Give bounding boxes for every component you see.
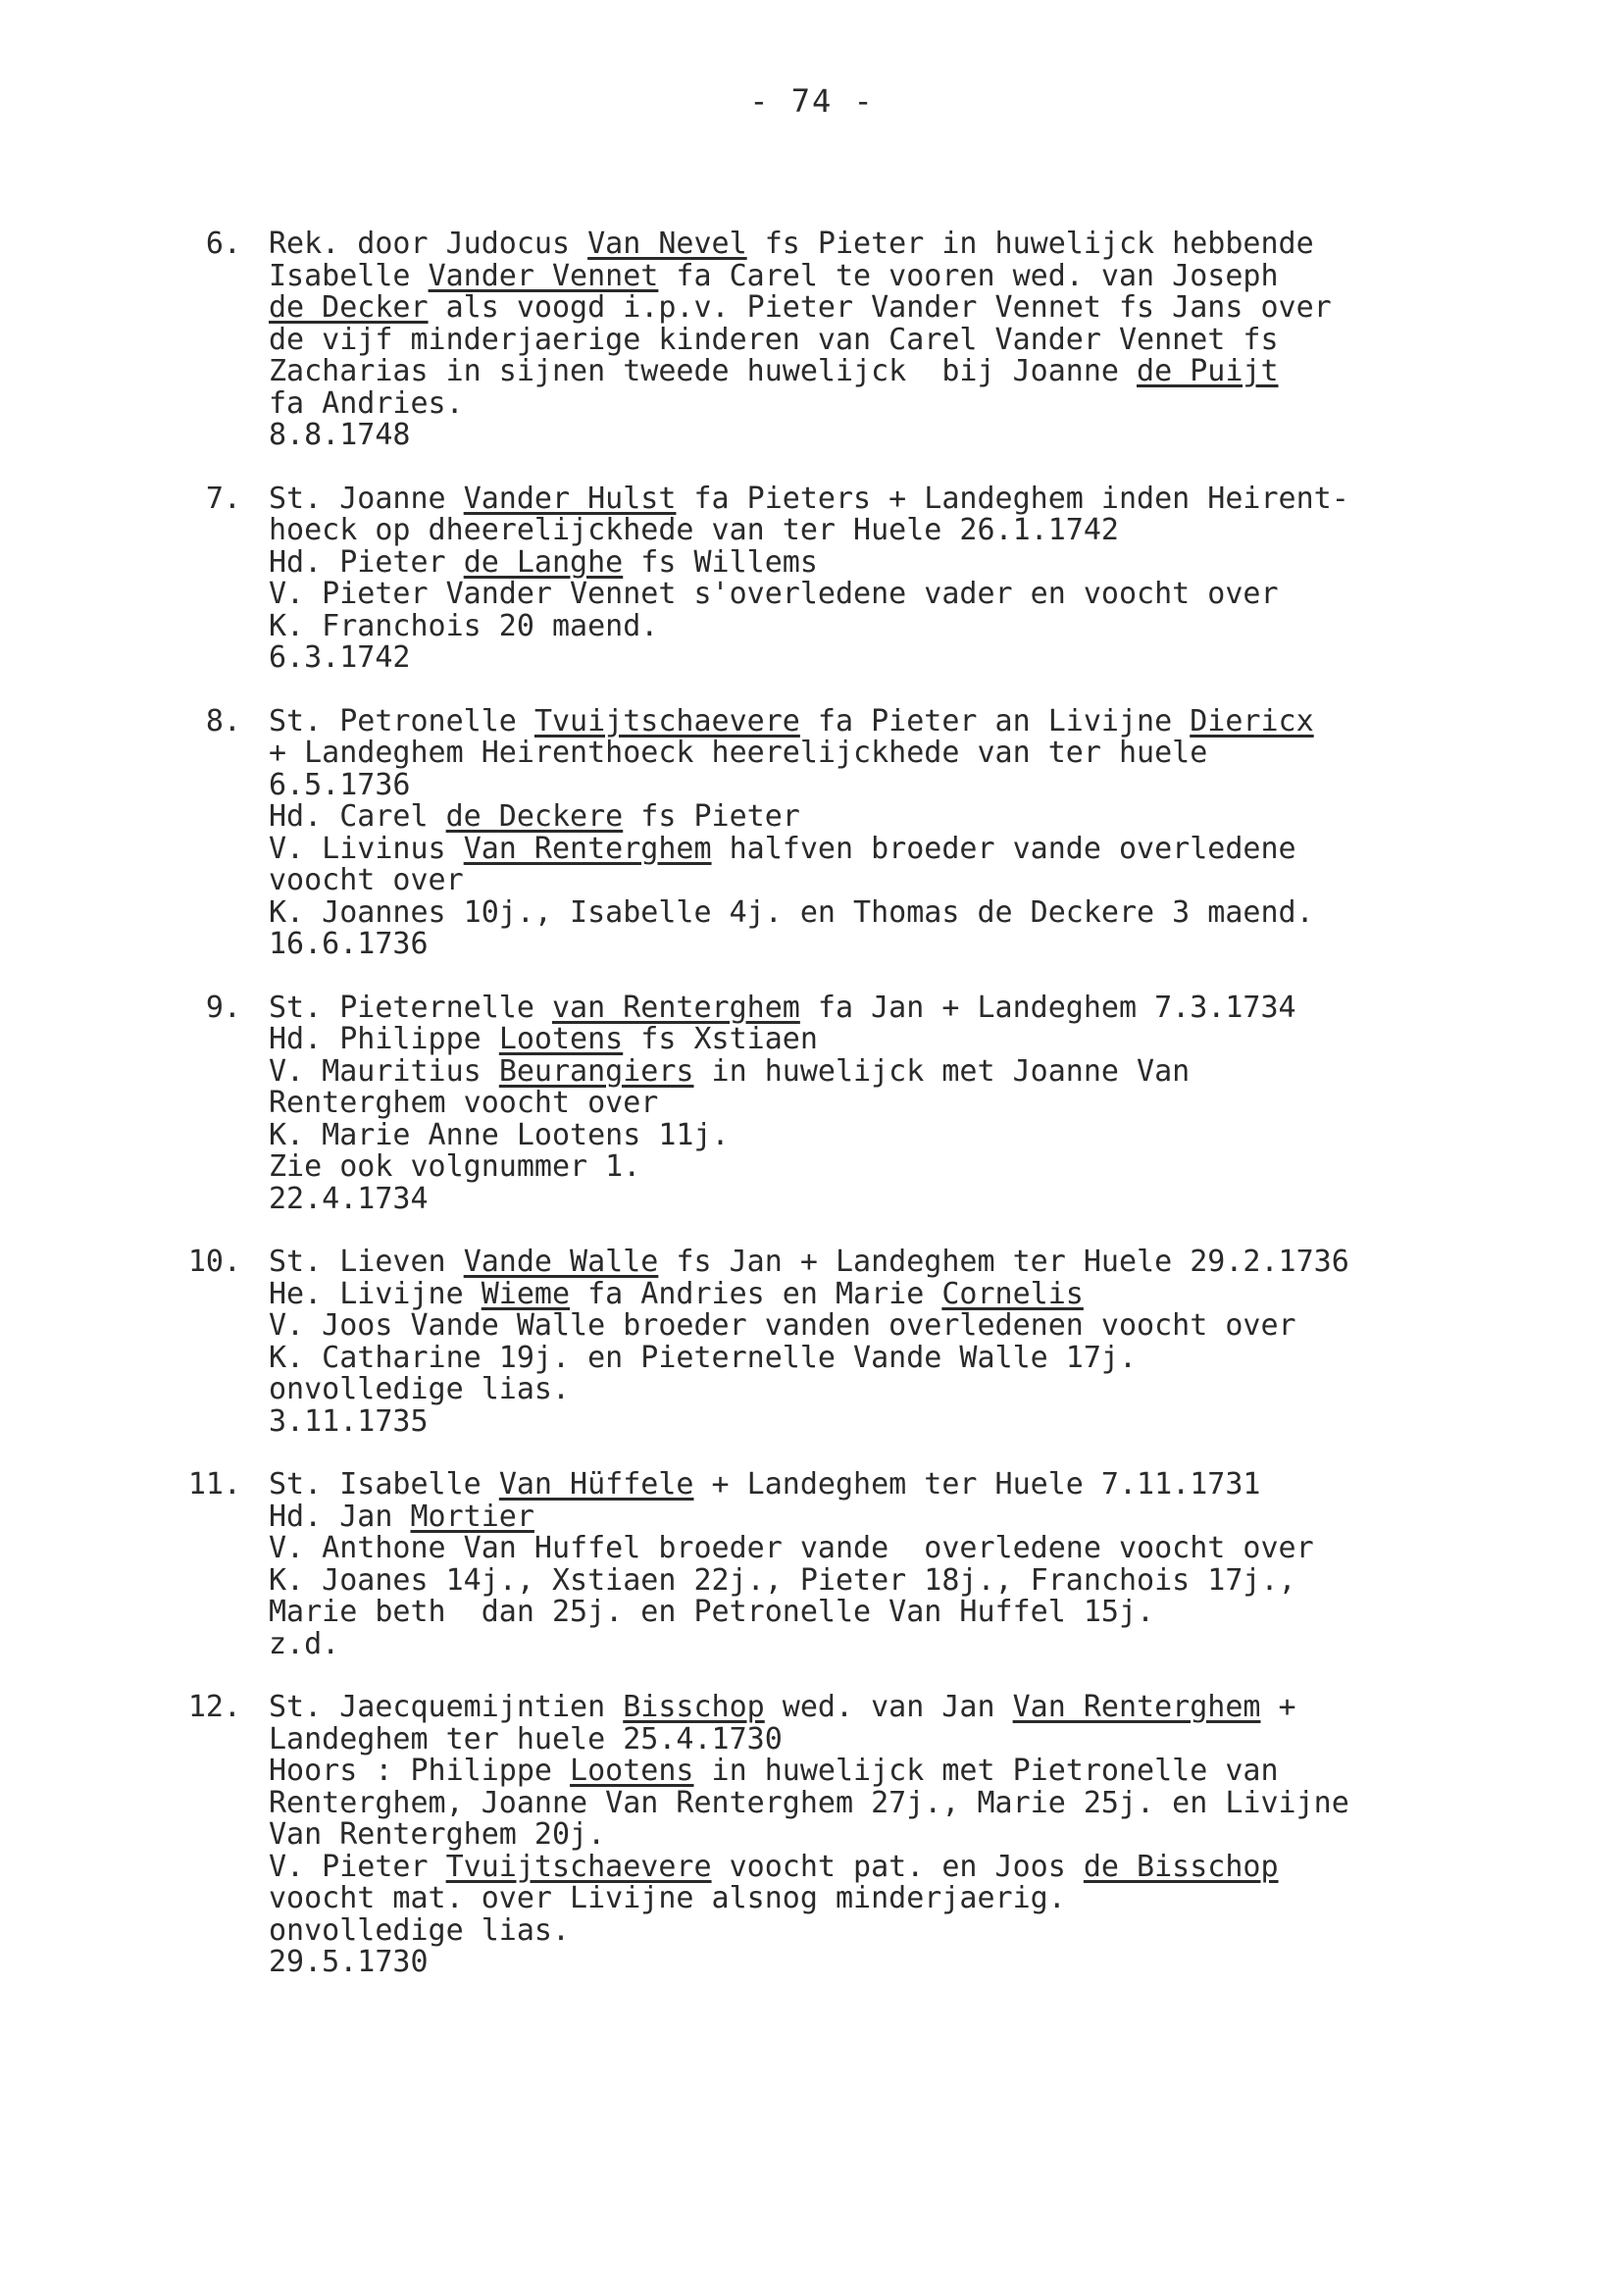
underlined-name: Beurangiers bbox=[498, 1053, 694, 1089]
entry-number: 6. bbox=[205, 227, 241, 261]
entry-line bbox=[269, 801, 1536, 834]
line-text: wed. van Jan bbox=[764, 1690, 1013, 1724]
line-text: in huwelijck met Joanne Van bbox=[693, 1053, 1191, 1089]
entry-line bbox=[269, 544, 1536, 580]
line-text: halfven broeder vande overledene bbox=[711, 831, 1296, 866]
entry-line bbox=[269, 1692, 1536, 1724]
entry-line bbox=[269, 703, 1536, 738]
line-text: Renterghem, Joanne Van Renterghem 27j., Marie 25j. en Livijne bbox=[269, 1785, 1349, 1820]
line-text: Hd. Philippe bbox=[269, 1022, 499, 1056]
line-text: Rek. door Judocus bbox=[269, 227, 588, 261]
entry-line bbox=[269, 1721, 1536, 1756]
entry-line bbox=[269, 1947, 1536, 1979]
line-text: Hd. Pieter bbox=[269, 544, 464, 580]
line-text: V. Mauritius bbox=[269, 1053, 499, 1089]
entry-line bbox=[269, 1626, 1536, 1661]
entry-line bbox=[269, 1340, 1536, 1375]
entry-line bbox=[269, 229, 1536, 261]
line-text: Zie ook volgnummer 1. bbox=[269, 1149, 641, 1184]
record-entry bbox=[182, 229, 1536, 452]
line-text: 22.4.1734 bbox=[269, 1181, 429, 1216]
page-number: - 74 - bbox=[749, 82, 875, 120]
underlined-name: Van Renterghem bbox=[1012, 1690, 1261, 1724]
record-list bbox=[182, 229, 1536, 2011]
underlined-name: Tvuijtschaevere bbox=[533, 703, 800, 738]
underlined-name: de Decker bbox=[269, 290, 429, 325]
entry-number: 8. bbox=[205, 703, 241, 738]
entry-line bbox=[269, 738, 1536, 770]
entry-line bbox=[269, 1310, 1536, 1343]
line-text: V. Livinus bbox=[269, 831, 464, 866]
entry-line bbox=[269, 1499, 1536, 1534]
entry-line bbox=[269, 1533, 1536, 1565]
entry-line bbox=[269, 831, 1536, 866]
line-text: fs Jan + Landeghem ter Huele 29.2.1736 bbox=[658, 1245, 1349, 1279]
line-text: 6.5.1736 bbox=[269, 767, 411, 802]
line-text: + bbox=[1260, 1690, 1296, 1724]
line-text: Renterghem voocht over bbox=[269, 1086, 659, 1120]
entry-line bbox=[269, 1912, 1536, 1948]
underlined-name: Lootens bbox=[498, 1022, 624, 1056]
line-text: K. Catharine 19j. en Pieternelle Vande Walle 17j. bbox=[269, 1340, 1138, 1375]
record-entry bbox=[182, 1469, 1536, 1660]
entry-line bbox=[269, 1117, 1536, 1152]
line-text: K. Marie Anne Lootens 11j. bbox=[269, 1117, 730, 1152]
entry-line bbox=[269, 1024, 1536, 1056]
entry-line bbox=[269, 1151, 1536, 1184]
line-text: V. Anthone Van Huffel broeder vande overledene voocht over bbox=[269, 1531, 1314, 1565]
record-entry bbox=[182, 1247, 1536, 1438]
entry-line bbox=[269, 1756, 1536, 1788]
line-text: fs Pieter bbox=[623, 799, 800, 834]
entry-line bbox=[269, 1053, 1536, 1089]
underlined-name: Van Renterghem bbox=[463, 831, 712, 866]
entry-line bbox=[269, 865, 1536, 897]
line-text: fa Pieter an Livijne bbox=[799, 703, 1191, 738]
entry-line bbox=[269, 579, 1536, 611]
entry-line bbox=[269, 1597, 1536, 1629]
entry-line bbox=[269, 1088, 1536, 1120]
line-text: de vijf minderjaerige kinderen van Carel Vander Vennet fs bbox=[269, 322, 1279, 357]
entry-line bbox=[269, 608, 1536, 643]
line-text: fa Jan + Landeghem 7.3.1734 bbox=[799, 990, 1296, 1025]
line-text: K. Franchois 20 maend. bbox=[269, 608, 659, 643]
entry-number: 11. bbox=[187, 1467, 241, 1502]
line-text: fs Willems bbox=[623, 544, 818, 580]
underlined-name: Bisschop bbox=[623, 1690, 765, 1724]
line-text: fa Andries en Marie bbox=[570, 1276, 942, 1311]
entry-line bbox=[269, 481, 1536, 516]
entry-number: 7. bbox=[205, 481, 241, 516]
entry-line bbox=[269, 385, 1536, 421]
entry-line bbox=[269, 990, 1536, 1025]
underlined-name: de Puijt bbox=[1137, 354, 1279, 388]
line-text: K. Joannes 10j., Isabelle 4j. en Thomas de Deckere 3 maend. bbox=[269, 894, 1314, 930]
underlined-name: Mortier bbox=[410, 1499, 534, 1534]
line-text: Isabelle bbox=[269, 258, 429, 293]
entry-line bbox=[269, 420, 1536, 452]
entry-line bbox=[269, 1181, 1536, 1216]
underlined-name: Vander Hulst bbox=[463, 481, 677, 516]
line-text: Hd. Carel bbox=[269, 799, 446, 834]
line-text: + Landeghem Heirenthoeck heerelijckhede van ter huele bbox=[269, 736, 1208, 770]
line-text: Landeghem ter huele 25.4.1730 bbox=[269, 1721, 783, 1756]
record-entry bbox=[182, 481, 1536, 675]
underlined-name: Lootens bbox=[570, 1754, 694, 1788]
entry-line bbox=[269, 322, 1536, 357]
line-text: onvolledige lias. bbox=[269, 1912, 571, 1948]
line-text: hoeck op dheerelijckhede van ter Huele 26.1.1742 bbox=[269, 513, 1119, 547]
underlined-name: de Langhe bbox=[463, 544, 624, 580]
line-text: St. Jaecquemijntien bbox=[269, 1690, 624, 1724]
line-text: fa Andries. bbox=[269, 385, 464, 421]
record-entry bbox=[182, 1692, 1536, 1979]
entry-line bbox=[269, 1785, 1536, 1820]
entry-number: 9. bbox=[205, 990, 241, 1025]
line-text: 8.8.1748 bbox=[269, 418, 411, 452]
entry-line bbox=[269, 1403, 1536, 1439]
underlined-name: Van Hüffele bbox=[498, 1467, 694, 1502]
line-text: K. Joanes 14j., Xstiaen 22j., Pieter 18j., Franchois 17j., bbox=[269, 1562, 1296, 1598]
entry-line bbox=[269, 929, 1536, 961]
entry-line bbox=[269, 894, 1536, 930]
line-text: onvolledige lias. bbox=[269, 1372, 571, 1406]
line-text: V. Joos Vande Walle broeder vanden overledenen voocht over bbox=[269, 1308, 1296, 1343]
line-text: als voogd i.p.v. Pieter Vander Vennet fs Jans over bbox=[428, 290, 1332, 325]
line-text: V. Pieter bbox=[269, 1849, 446, 1884]
underlined-name: de Deckere bbox=[445, 799, 624, 834]
entry-line bbox=[269, 1883, 1536, 1915]
line-text: Zacharias in sijnen tweede huwelijck bij Joanne bbox=[269, 354, 1138, 388]
line-text: fa Pieters + Landeghem inden Heirent- bbox=[676, 481, 1349, 516]
line-text: He. Livijne bbox=[269, 1276, 482, 1311]
entry-line bbox=[269, 1276, 1536, 1311]
record-entry bbox=[182, 703, 1536, 961]
underlined-name: Vander Vennet bbox=[428, 258, 659, 293]
underlined-name: de Bisschop bbox=[1083, 1849, 1279, 1884]
line-text: voocht mat. over Livijne alsnog minderjaerig. bbox=[269, 1881, 1066, 1915]
entry-line bbox=[269, 1247, 1536, 1279]
line-text: Hd. Jan bbox=[269, 1499, 411, 1534]
line-text: St. Joanne bbox=[269, 481, 464, 516]
line-text: voocht pat. en Joos bbox=[711, 1849, 1084, 1884]
line-text: fa Carel te vooren wed. van Joseph bbox=[658, 258, 1279, 293]
line-text: fs Xstiaen bbox=[623, 1022, 818, 1056]
entry-line bbox=[269, 767, 1536, 802]
entry-line bbox=[269, 1469, 1536, 1502]
underlined-name: Wieme bbox=[481, 1276, 571, 1311]
entry-line bbox=[269, 292, 1536, 325]
underlined-name: van Renterghem bbox=[551, 990, 800, 1025]
line-text: St. Pieternelle bbox=[269, 990, 552, 1025]
line-text: voocht over bbox=[269, 863, 464, 897]
entry-line bbox=[269, 1562, 1536, 1598]
line-text: Hoors : Philippe bbox=[269, 1754, 571, 1788]
line-text: St. Lieven bbox=[269, 1245, 464, 1279]
entry-line bbox=[269, 515, 1536, 547]
underlined-name: Vande Walle bbox=[463, 1245, 659, 1279]
entry-line bbox=[269, 1819, 1536, 1852]
entry-number: 10. bbox=[187, 1245, 241, 1279]
underlined-name: Cornelis bbox=[941, 1276, 1084, 1311]
record-entry bbox=[182, 990, 1536, 1216]
entry-line bbox=[269, 1849, 1536, 1884]
line-text: 6.3.1742 bbox=[269, 640, 411, 675]
line-text: 3.11.1735 bbox=[269, 1403, 429, 1439]
line-text: z.d. bbox=[269, 1626, 340, 1661]
line-text: V. Pieter Vander Vennet s'overledene vader en voocht over bbox=[269, 577, 1279, 611]
underlined-name: Van Nevel bbox=[587, 227, 747, 261]
line-text: 29.5.1730 bbox=[269, 1945, 429, 1979]
line-text: Van Renterghem 20j. bbox=[269, 1817, 606, 1852]
line-text: in huwelijck met Pietronelle van bbox=[693, 1754, 1279, 1788]
underlined-name: Diericx bbox=[1190, 703, 1314, 738]
line-text: 16.6.1736 bbox=[269, 927, 429, 961]
line-text: + Landeghem ter Huele 7.11.1731 bbox=[693, 1467, 1261, 1502]
entry-line bbox=[269, 642, 1536, 675]
entry-line bbox=[269, 1374, 1536, 1406]
underlined-name: Tvuijtschaevere bbox=[445, 1849, 712, 1884]
line-text: St. Isabelle bbox=[269, 1467, 499, 1502]
entry-line bbox=[269, 356, 1536, 388]
line-text: St. Petronelle bbox=[269, 703, 534, 738]
entry-number: 12. bbox=[187, 1690, 241, 1724]
line-text: Marie beth dan 25j. en Petronelle Van Huffel 15j. bbox=[269, 1595, 1155, 1629]
entry-line bbox=[269, 258, 1536, 293]
line-text: fs Pieter in huwelijck hebbende bbox=[746, 227, 1314, 261]
